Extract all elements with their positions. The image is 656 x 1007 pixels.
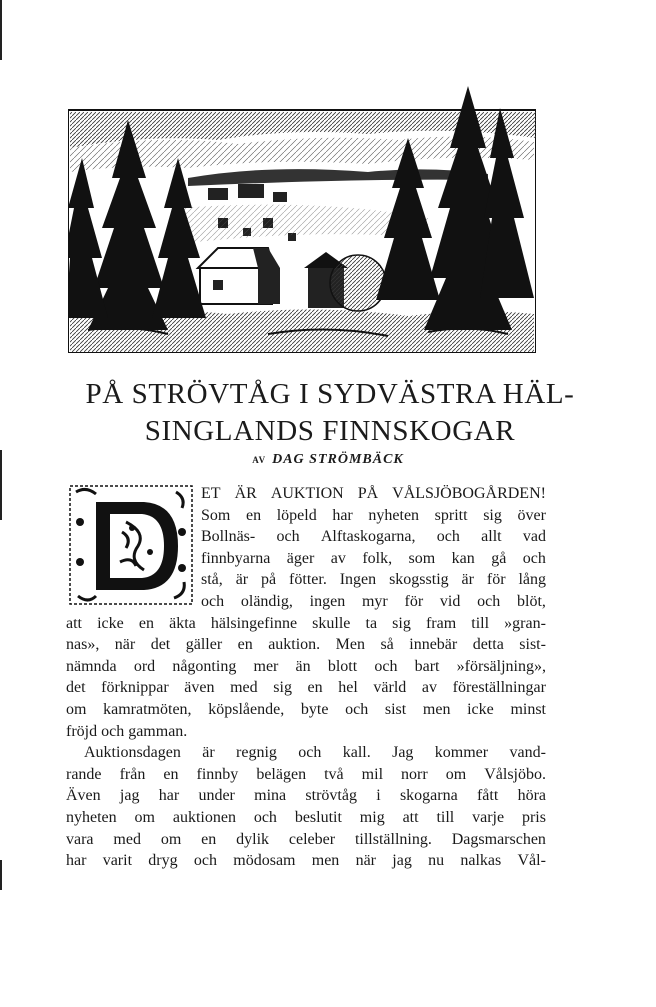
body-word: men (311, 852, 340, 870)
body-word: Alftaskogarna, (320, 528, 416, 546)
body-word: kommer (434, 744, 489, 762)
body-word: sig (392, 614, 411, 632)
body-word: Dagsmarschen (451, 830, 546, 848)
body-word: höra (517, 787, 546, 805)
body-word: hälsingefinne (210, 614, 298, 632)
title-line: SINGLANDS FINNSKOGAR (144, 415, 516, 447)
body-word: men (422, 700, 451, 718)
body-word: jag (392, 852, 412, 870)
body-word: Jag (392, 744, 414, 762)
body-word: om (160, 830, 182, 848)
body-word: än (295, 657, 311, 675)
body-word: och (522, 549, 546, 567)
body-word: Även (66, 787, 101, 805)
body-word: och (253, 808, 277, 826)
body-word: förknippar (101, 679, 169, 697)
body-line (201, 505, 546, 527)
body-word: jag (119, 787, 140, 805)
body-word: löpeld (276, 506, 317, 524)
body-word: varje (472, 808, 505, 826)
body-word: ord (133, 657, 156, 675)
body-line (66, 764, 546, 786)
body-word: fått (476, 787, 499, 805)
body-word: har (332, 506, 353, 524)
body-word: kamratmöten, (103, 700, 192, 718)
body-word: och (193, 852, 217, 870)
body-line (66, 677, 546, 699)
body-word: någonting (172, 657, 237, 675)
body-word: nyheten (368, 506, 420, 524)
body-word: och (201, 592, 225, 610)
body-word: och (298, 744, 322, 762)
body-word: vid (439, 592, 461, 610)
body-word: en (237, 636, 253, 654)
body-word: det (150, 636, 171, 654)
body-word: är (202, 744, 215, 762)
body-word: föreställningar (452, 679, 546, 697)
body-word: »gran- (504, 614, 546, 632)
body-word: Vål- (517, 852, 546, 870)
body-word: nalkas (460, 852, 502, 870)
body-word: mina (254, 787, 287, 805)
body-line (201, 548, 546, 570)
body-line (201, 569, 546, 591)
body-word: beslutit (294, 808, 342, 826)
body-word: och (374, 657, 398, 675)
body-word: lång (518, 571, 546, 589)
body-word: Ingen (339, 571, 377, 589)
body-word: myr (361, 592, 388, 610)
body-word: i (376, 787, 381, 805)
body-line (66, 613, 546, 635)
body-word: hel (338, 679, 358, 697)
body-word: av (330, 549, 346, 567)
body-word: spritt (434, 506, 468, 524)
body-word: mig (359, 808, 385, 826)
body-word: ÄR (234, 485, 257, 502)
body-word: folk, (362, 549, 393, 567)
body-word: även (184, 679, 215, 697)
body-word: fötter. (289, 571, 327, 589)
body-line: fröjd och gamman. (66, 722, 188, 740)
body-word: norr (401, 765, 428, 783)
body-word: allt (481, 528, 502, 546)
body-word: byte (300, 700, 329, 718)
body-word: innebär (409, 636, 458, 654)
body-word: för (486, 571, 506, 589)
body-word: är (461, 571, 474, 589)
body-word: rande (66, 765, 102, 783)
body-word: en (307, 679, 323, 697)
body-line (201, 483, 546, 505)
body-word: blott (327, 657, 358, 675)
body-word: och (436, 528, 460, 546)
body-line (201, 526, 546, 548)
body-word: till (471, 614, 490, 632)
body-word: för (404, 592, 424, 610)
body-word: Som (201, 506, 231, 524)
body-word: och (477, 592, 501, 610)
body-word: att (402, 808, 419, 826)
body-word: en (163, 765, 179, 783)
body-line (66, 742, 546, 764)
body-word: auktionen (172, 808, 236, 826)
body-word: av (421, 679, 438, 697)
body-word: belägen (256, 765, 307, 783)
body-line (66, 634, 546, 656)
body-word: en (138, 614, 154, 632)
body-word: stå, (201, 571, 223, 589)
body-word: celeber (288, 830, 336, 848)
body-word: ingen (309, 592, 346, 610)
body-word: mil (361, 765, 384, 783)
body-word: till (436, 808, 455, 826)
body-word: vara (66, 830, 94, 848)
body-word: PÅ (357, 485, 379, 502)
body-word: som (408, 549, 436, 567)
body-word: vad (522, 528, 546, 546)
body-word: köpslående, (208, 700, 285, 718)
body-word: oländig, (240, 592, 293, 610)
body-word: Vålsjöbo. (484, 765, 546, 783)
body-word: två (324, 765, 344, 783)
body-word: äger (286, 549, 315, 567)
body-word: regnig (236, 744, 277, 762)
body-word: är (235, 571, 249, 589)
body-word: icke (97, 614, 124, 632)
drop-cap-letter: D (66, 482, 67, 483)
body-word: gå (491, 549, 507, 567)
body-word: AUKTION (270, 485, 344, 502)
body-word: när (355, 852, 376, 870)
body-word: blöt, (517, 592, 546, 610)
body-word: mödosam (233, 852, 296, 870)
body-word: dylik (236, 830, 270, 848)
body-word: detta (472, 636, 504, 654)
body-line (66, 699, 546, 721)
body-word: strövtåg (305, 787, 357, 805)
body-word: nyheten (66, 808, 117, 826)
body-word: sist- (519, 636, 546, 654)
body-word: sig (483, 506, 502, 524)
body-line (201, 591, 546, 613)
body-word: VÅLSJÖBOGÅRDEN! (392, 485, 546, 502)
body-word: varit (102, 852, 133, 870)
body-word: när (114, 636, 136, 654)
body-word: vand- (509, 744, 546, 762)
byline-author: DAG STRÖMBÄCK (272, 452, 404, 467)
byline-prefix: AV (252, 455, 267, 465)
body-word: fram (425, 614, 457, 632)
body-word: Men (335, 636, 365, 654)
body-word: bart (414, 657, 440, 675)
byline (0, 452, 656, 468)
body-word: finnby (196, 765, 239, 783)
body-word: under (198, 787, 235, 805)
body-word: har (158, 787, 180, 805)
body-word: från (119, 765, 146, 783)
body-word: icke (467, 700, 494, 718)
body-line (66, 656, 546, 678)
body-word: om (445, 765, 467, 783)
body-word: sist (384, 700, 407, 718)
body-word: Bollnäs- (201, 528, 256, 546)
body-word: ta (365, 614, 378, 632)
landscape-illustration (68, 68, 536, 353)
body-word: gäller (185, 636, 223, 654)
body-word: äkta (169, 614, 196, 632)
body-word: tillställning. (354, 830, 432, 848)
body-word: att (66, 614, 82, 632)
body-word: ET (201, 485, 221, 502)
body-word: om (66, 700, 87, 718)
body-word: skogarna (399, 787, 458, 805)
body-word: auktion. (268, 636, 321, 654)
title-line: PÅ STRÖVTÅG I SYDVÄSTRA HÄL- (85, 378, 575, 410)
body-word: nämnda (66, 657, 117, 675)
body-word: med (230, 679, 258, 697)
body-word: med (113, 830, 141, 848)
article-title (60, 376, 600, 450)
article-body (66, 483, 546, 872)
page-edge (0, 0, 3, 1007)
body-word: om (134, 808, 155, 826)
body-word: har (66, 852, 87, 870)
body-line (66, 829, 546, 851)
body-word: minst (510, 700, 546, 718)
body-word: mer (253, 657, 279, 675)
body-word: på (261, 571, 277, 589)
body-word: en (201, 830, 217, 848)
body-word: det (66, 679, 86, 697)
body-word: och (345, 700, 369, 718)
body-word: en (245, 506, 262, 524)
body-line (66, 850, 546, 872)
body-word: skogsstig (389, 571, 449, 589)
body-word: Auktionsdagen (84, 744, 181, 762)
body-word: så (380, 636, 394, 654)
body-word: skulle (312, 614, 351, 632)
body-word: sig (273, 679, 292, 697)
body-word: kall. (342, 744, 371, 762)
body-word: och (276, 528, 300, 546)
body-line (66, 785, 546, 807)
body-word: »försäljning», (456, 657, 546, 675)
body-word: finnbyarna (201, 549, 271, 567)
body-word: värld (373, 679, 407, 697)
body-word: pris (521, 808, 546, 826)
body-word: kan (451, 549, 475, 567)
body-word: över (517, 506, 546, 524)
body-word: nu (428, 852, 445, 870)
body-line (66, 807, 546, 829)
body-word: dryg (148, 852, 178, 870)
body-word: nas», (66, 636, 100, 654)
